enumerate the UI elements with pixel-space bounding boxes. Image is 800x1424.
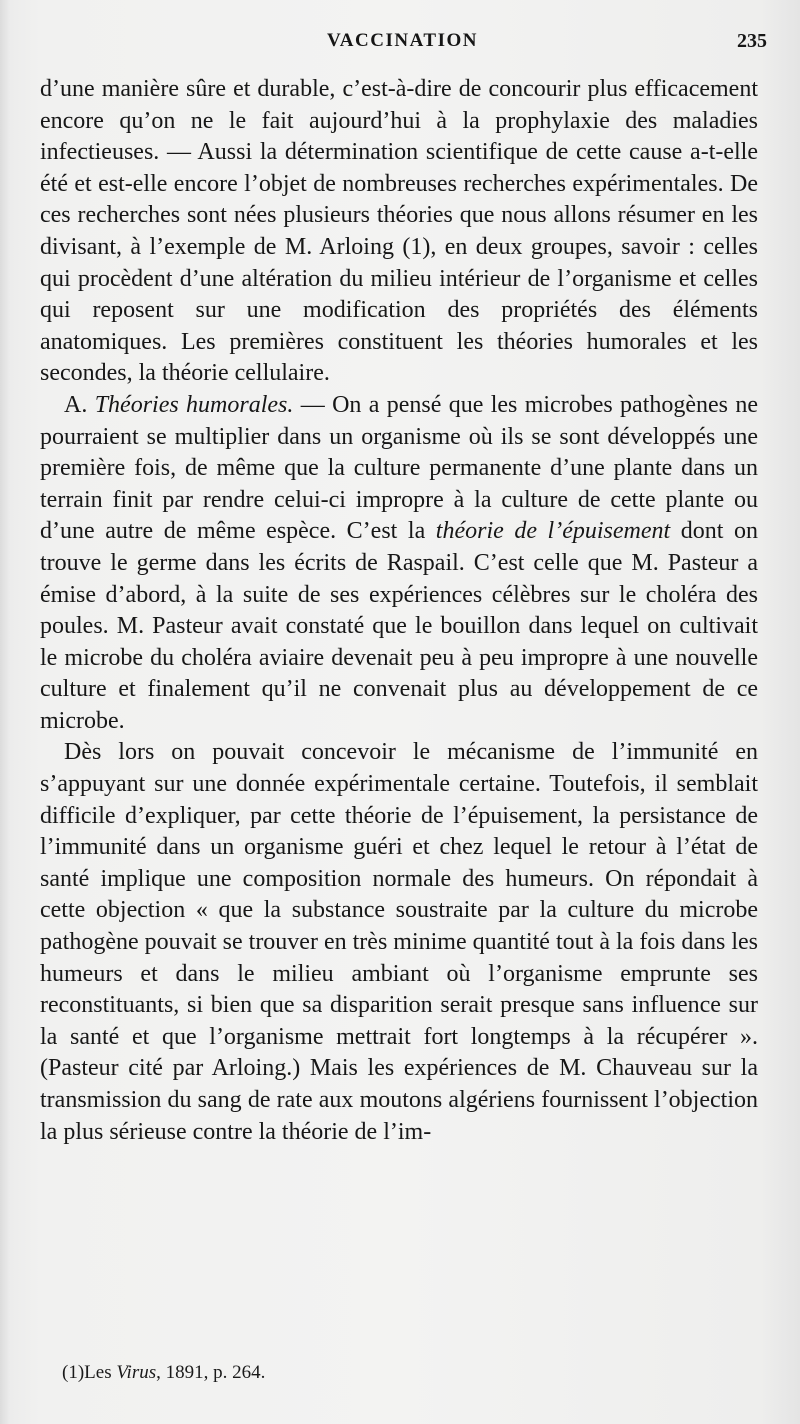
footnote-text-a: Les	[84, 1362, 117, 1383]
running-title: VACCINATION	[327, 30, 478, 51]
footnote-marker: (1)	[62, 1362, 85, 1383]
body-text	[40, 74, 758, 1148]
paragraph-2-text-b: dont on trouve le germe dans les écrits de Raspail. C’est celle que M. Pasteur a émise d’abord, à la suite de ses expériences célèbres sur le choléra des poules. M. Pasteur avait constaté que le bouillon dans lequel on cultivait le microbe du choléra aviaire devenait peu à peu impropre à une nouvelle culture et finalement qu’il ne convenait plus au développement de ce microbe.	[40, 518, 758, 734]
paragraph-1: d’une manière sûre et durable, c’est-à-dire de concourir plus efficacement encore qu’on ne le fait aujourd’hui à la prophylaxie des maladies infectieuses. — Aussi la détermination scientifique de cette cause a-t-elle été et est-elle encore l’objet de nombreuses recherches expérimentales. De ces recherches sont nées plusieurs théories que nous allons résumer en les divisant, à l’exemple de M. Arloing (1), en deux groupes, savoir : celles qui procèdent d’une altération du milieu intérieur de l’organisme et celles qui reposent sur une modification des propriétés des éléments anatomiques. Les premières constituent les théories humorales et les secondes, la théorie cellulaire.	[40, 76, 758, 387]
paragraph-2-text-a: — On a pensé que les microbes pathogènes ne pourraient se multiplier dans un organisme où ils se sont développés une première fois, de même que la culture permanente d’une plante dans un terrain finit par rendre celui-ci impropre à la culture de cette plante ou d’une autre de même espèce. C’est la	[40, 391, 758, 545]
footnote-title: Virus	[116, 1362, 157, 1383]
paragraph-2	[40, 390, 758, 738]
section-heading: Théories humorales.	[94, 391, 294, 418]
footnote-text-b: , 1891, p. 264.	[156, 1362, 266, 1383]
footnote	[62, 1362, 742, 1384]
paragraph-3: Dès lors on pouvait concevoir le mécanisme de l’immunité en s’appuyant sur une donnée expérimentale certaine. Toutefois, il semblait difficile d’expliquer, par cette théorie de l’épuisement, la persistance de l’immunité dans un organisme guéri et chez lequel le retour à l’état de santé implique une composition normale des humeurs. On répondait à cette objection « que la substance soustraite par la culture du microbe pathogène pouvait se trouver en très minime quantité tout à la fois dans les humeurs et dans le milieu ambiant où l’organisme emprunte ses reconstituants, si bien que sa disparition serait presque sans influence sur la santé et que l’organisme mettrait fort longtemps à la récupérer ». (Pasteur cité par Arloing.) Mais les expériences de M. Chauveau sur la transmission du sang de rate aux moutons algériens fournissent l’objection la plus sérieuse contre la théorie de l’im-	[40, 739, 758, 1145]
page-header	[40, 30, 765, 60]
theory-term: théorie de l’épuisement	[435, 518, 671, 545]
section-letter: A.	[64, 391, 95, 418]
page-number: 235	[737, 30, 767, 52]
